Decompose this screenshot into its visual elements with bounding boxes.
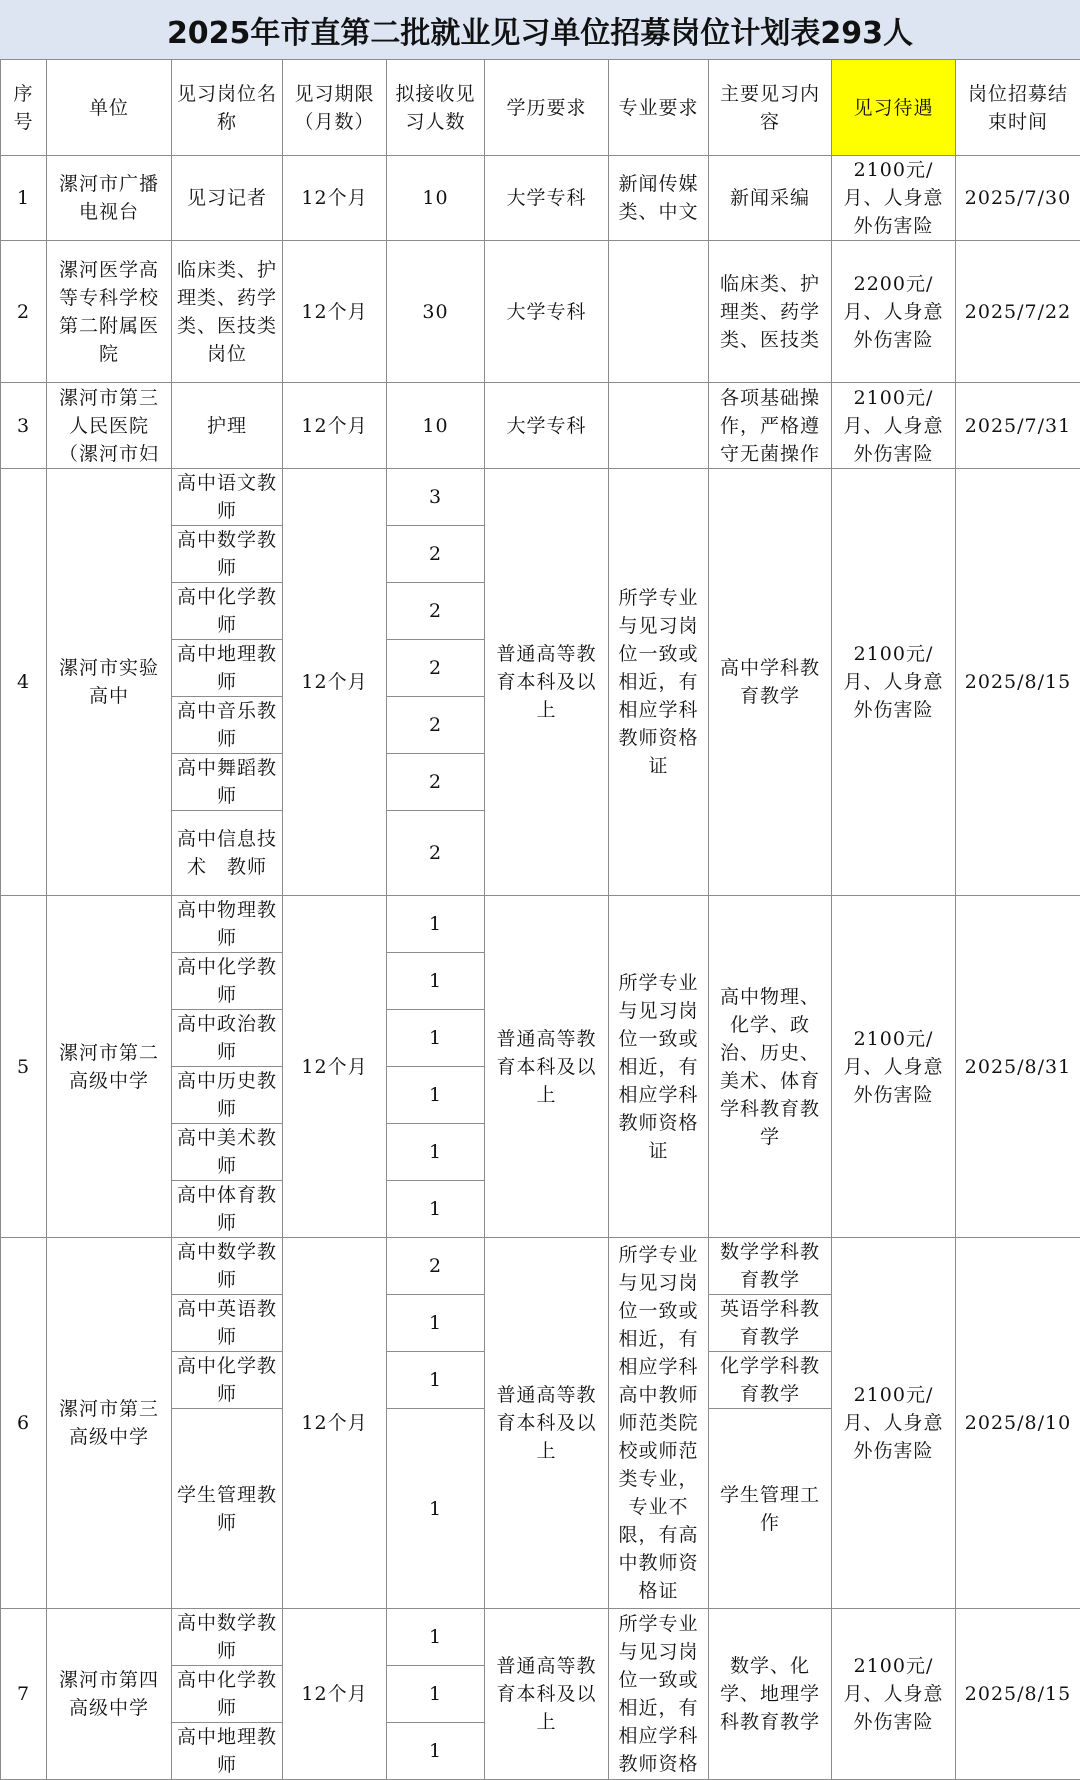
count-cell: 10 bbox=[387, 383, 485, 469]
position-cell: 高中地理教师 bbox=[172, 1723, 283, 1780]
table-row bbox=[1, 1609, 1080, 1666]
table-row bbox=[1, 896, 1080, 953]
header-seq: 序号 bbox=[1, 60, 47, 156]
position-cell: 高中物理教师 bbox=[172, 896, 283, 953]
count-cell: 1 bbox=[387, 1666, 485, 1723]
header-end-time: 岗位招募结束时间 bbox=[956, 60, 1080, 156]
major-cell: 所学专业与见习岗位一致或相近，有相应学科教师资格 bbox=[609, 1609, 709, 1780]
count-cell: 10 bbox=[387, 156, 485, 241]
position-cell: 学生管理教师 bbox=[172, 1409, 283, 1609]
position-cell: 高中数学教师 bbox=[172, 1609, 283, 1666]
count-cell: 1 bbox=[387, 1295, 485, 1352]
content-cell: 学生管理工作 bbox=[709, 1409, 832, 1609]
education-cell: 普通高等教育本科及以上 bbox=[485, 896, 609, 1238]
content-cell: 各项基础操作，严格遵守无菌操作 bbox=[709, 383, 832, 469]
header-row bbox=[1, 60, 1080, 156]
position-cell: 高中地理教师 bbox=[172, 640, 283, 697]
content-cell: 化学学科教育教学 bbox=[709, 1352, 832, 1409]
count-cell: 1 bbox=[387, 1010, 485, 1067]
position-cell: 高中语文教师 bbox=[172, 469, 283, 526]
education-cell: 大学专科 bbox=[485, 156, 609, 241]
treatment-cell: 2100元/月、人身意外伤害险 bbox=[832, 1238, 956, 1609]
count-cell: 1 bbox=[387, 953, 485, 1010]
count-cell: 2 bbox=[387, 1238, 485, 1295]
seq-cell: 4 bbox=[1, 469, 47, 896]
count-cell: 2 bbox=[387, 754, 485, 811]
end-time-cell: 2025/7/31 bbox=[956, 383, 1080, 469]
unit-cell: 漯河市第四高级中学 bbox=[47, 1609, 172, 1780]
position-cell: 临床类、护理类、药学类、医技类岗位 bbox=[172, 241, 283, 383]
treatment-cell: 2100元/月、人身意外伤害险 bbox=[832, 469, 956, 896]
seq-cell: 3 bbox=[1, 383, 47, 469]
period-cell: 12个月 bbox=[283, 241, 387, 383]
header-period: 见习期限（月数） bbox=[283, 60, 387, 156]
count-cell: 1 bbox=[387, 1181, 485, 1238]
position-cell: 高中历史教师 bbox=[172, 1067, 283, 1124]
unit-cell: 漯河市第三高级中学 bbox=[47, 1238, 172, 1609]
end-time-cell: 2025/8/15 bbox=[956, 1609, 1080, 1780]
count-cell: 1 bbox=[387, 896, 485, 953]
count-cell: 2 bbox=[387, 583, 485, 640]
position-cell: 高中体育教师 bbox=[172, 1181, 283, 1238]
count-cell: 3 bbox=[387, 469, 485, 526]
unit-cell: 漯河市第二高级中学 bbox=[47, 896, 172, 1238]
treatment-cell: 2200元/月、人身意外伤害险 bbox=[832, 241, 956, 383]
position-cell: 高中数学教师 bbox=[172, 1238, 283, 1295]
position-cell: 高中化学教师 bbox=[172, 1666, 283, 1723]
seq-cell: 7 bbox=[1, 1609, 47, 1780]
position-cell: 高中化学教师 bbox=[172, 953, 283, 1010]
header-position: 见习岗位名称 bbox=[172, 60, 283, 156]
unit-cell: 漯河市广播电视台 bbox=[47, 156, 172, 241]
content-cell: 高中学科教育教学 bbox=[709, 469, 832, 896]
position-cell: 见习记者 bbox=[172, 156, 283, 241]
unit-cell: 漯河市第三人民医院（漯河市妇 bbox=[47, 383, 172, 469]
count-cell: 30 bbox=[387, 241, 485, 383]
treatment-cell: 2100元/月、人身意外伤害险 bbox=[832, 383, 956, 469]
period-cell: 12个月 bbox=[283, 469, 387, 896]
content-cell: 临床类、护理类、药学类、医技类 bbox=[709, 241, 832, 383]
end-time-cell: 2025/8/15 bbox=[956, 469, 1080, 896]
content-cell: 数学、化学、地理学科教育教学 bbox=[709, 1609, 832, 1780]
header-treatment: 见习待遇 bbox=[832, 60, 956, 156]
seq-cell: 1 bbox=[1, 156, 47, 241]
end-time-cell: 2025/8/10 bbox=[956, 1238, 1080, 1609]
education-cell: 大学专科 bbox=[485, 383, 609, 469]
count-cell: 2 bbox=[387, 526, 485, 583]
seq-cell: 5 bbox=[1, 896, 47, 1238]
content-cell: 数学学科教育教学 bbox=[709, 1238, 832, 1295]
count-cell: 2 bbox=[387, 697, 485, 754]
count-cell: 1 bbox=[387, 1067, 485, 1124]
end-time-cell: 2025/7/30 bbox=[956, 156, 1080, 241]
header-education: 学历要求 bbox=[485, 60, 609, 156]
major-cell: 新闻传媒类、中文 bbox=[609, 156, 709, 241]
major-cell: 所学专业与见习岗位一致或相近，有相应学科高中教师师范类院校或师范类专业，专业不限，有高中教师资格证 bbox=[609, 1238, 709, 1609]
position-cell: 高中政治教师 bbox=[172, 1010, 283, 1067]
content-cell: 高中物理、化学、政治、历史、美术、体育学科教育教学 bbox=[709, 896, 832, 1238]
position-cell: 高中音乐教师 bbox=[172, 697, 283, 754]
header-major: 专业要求 bbox=[609, 60, 709, 156]
period-cell: 12个月 bbox=[283, 156, 387, 241]
table-row bbox=[1, 241, 1080, 383]
table-row bbox=[1, 1238, 1080, 1295]
end-time-cell: 2025/7/22 bbox=[956, 241, 1080, 383]
end-time-cell: 2025/8/31 bbox=[956, 896, 1080, 1238]
period-cell: 12个月 bbox=[283, 1609, 387, 1780]
major-cell bbox=[609, 241, 709, 383]
table-row bbox=[1, 383, 1080, 469]
period-cell: 12个月 bbox=[283, 896, 387, 1238]
count-cell: 1 bbox=[387, 1124, 485, 1181]
education-cell: 普通高等教育本科及以上 bbox=[485, 469, 609, 896]
content-cell: 新闻采编 bbox=[709, 156, 832, 241]
count-cell: 1 bbox=[387, 1409, 485, 1609]
major-cell: 所学专业与见习岗位一致或相近，有相应学科教师资格证 bbox=[609, 896, 709, 1238]
period-cell: 12个月 bbox=[283, 1238, 387, 1609]
education-cell: 大学专科 bbox=[485, 241, 609, 383]
position-cell: 高中化学教师 bbox=[172, 583, 283, 640]
period-cell: 12个月 bbox=[283, 383, 387, 469]
table-row bbox=[1, 156, 1080, 241]
education-cell: 普通高等教育本科及以上 bbox=[485, 1238, 609, 1609]
count-cell: 1 bbox=[387, 1609, 485, 1666]
content-cell: 英语学科教育教学 bbox=[709, 1295, 832, 1352]
table-row bbox=[1, 469, 1080, 526]
page-title: 2025年市直第二批就业见习单位招募岗位计划表293人 bbox=[0, 0, 1080, 60]
count-cell: 2 bbox=[387, 811, 485, 896]
count-cell: 1 bbox=[387, 1352, 485, 1409]
position-cell: 高中美术教师 bbox=[172, 1124, 283, 1181]
treatment-cell: 2100元/月、人身意外伤害险 bbox=[832, 1609, 956, 1780]
major-cell bbox=[609, 383, 709, 469]
header-count: 拟接收见习人数 bbox=[387, 60, 485, 156]
seq-cell: 2 bbox=[1, 241, 47, 383]
position-cell: 护理 bbox=[172, 383, 283, 469]
position-cell: 高中英语教师 bbox=[172, 1295, 283, 1352]
position-cell: 高中舞蹈教师 bbox=[172, 754, 283, 811]
count-cell: 2 bbox=[387, 640, 485, 697]
position-cell: 高中数学教师 bbox=[172, 526, 283, 583]
count-cell: 1 bbox=[387, 1723, 485, 1780]
position-cell: 高中化学教师 bbox=[172, 1352, 283, 1409]
position-cell: 高中信息技术 教师 bbox=[172, 811, 283, 896]
treatment-cell: 2100元/月、人身意外伤害险 bbox=[832, 156, 956, 241]
seq-cell: 6 bbox=[1, 1238, 47, 1609]
unit-cell: 漯河医学高等专科学校第二附属医院 bbox=[47, 241, 172, 383]
education-cell: 普通高等教育本科及以上 bbox=[485, 1609, 609, 1780]
major-cell: 所学专业与见习岗位一致或相近，有相应学科教师资格证 bbox=[609, 469, 709, 896]
treatment-cell: 2100元/月、人身意外伤害险 bbox=[832, 896, 956, 1238]
recruitment-plan-table bbox=[0, 59, 1080, 1780]
header-unit: 单位 bbox=[47, 60, 172, 156]
header-content: 主要见习内容 bbox=[709, 60, 832, 156]
unit-cell: 漯河市实验高中 bbox=[47, 469, 172, 896]
